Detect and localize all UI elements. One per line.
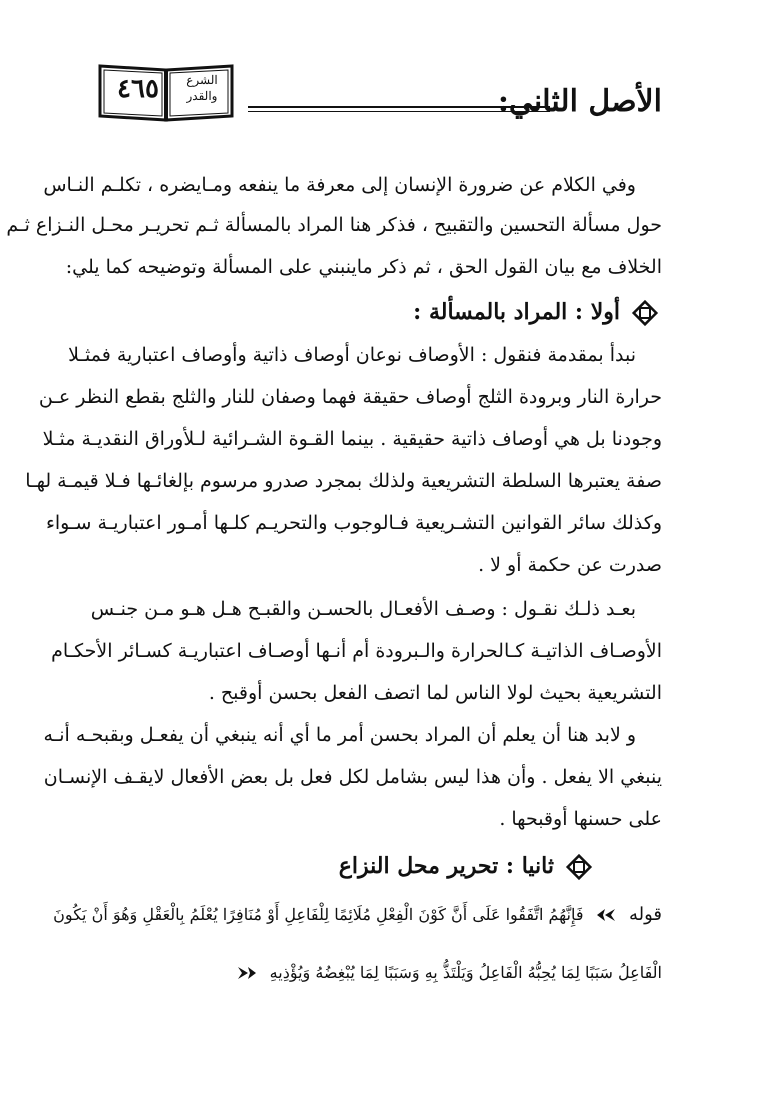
s1p1-line-3: وجودنا بل هي أوصاف ذاتية حقيقية . بينما القـوة الشـرائية لـلأوراق النقديـة مثـلا: [42, 428, 662, 450]
s1p1-line-6: صدرت عن حكمة أو لا .: [478, 554, 662, 576]
quote-close-bracket-icon: [236, 965, 258, 981]
s1p1-line-4: صفة يعتبرها السلطة التشريعية ولذلك بمجرد صدرو مرسوم بإلغائـها فـلا قيمـة لهـا: [25, 470, 662, 492]
book-title-line2: والقدر: [186, 89, 218, 103]
section1-heading-text: أولا : المراد بالمسألة :: [413, 299, 620, 325]
section2-heading-text: ثانيا : تحرير محل النزاع: [338, 853, 554, 879]
ornament-diamond-icon: [630, 298, 660, 328]
s1p2-line-3: التشريعية بحيث لولا الناس لما اتصف الفعل بحسن أوقبح .: [208, 682, 662, 704]
s1p1-line-2: حرارة النار وبرودة الثلج أوصاف حقيقة فهما وصفان للنار والثلج بقطع النظر عـن: [38, 386, 662, 408]
intro-line-3: الخلاف مع بيان القول الحق ، ثم ذكر ماينبني على المسألة وتوضيحه كما يلي:: [65, 256, 662, 278]
book-title: [176, 72, 228, 104]
book-page-badge: [96, 62, 236, 124]
s1p1-line-1: نبدأ بمقدمة فنقول : الأوصاف نوعان أوصاف ذاتية وأوصاف اعتبارية فمثـلا: [68, 344, 636, 366]
page-number: ٤٦٥: [117, 74, 159, 104]
quote-line-1: [53, 904, 662, 925]
s1p2-line-2: الأوصـاف الذاتيـة كـالحرارة والـبرودة أم أنـها أوصـاف اعتباريـة كسـائر الأحكـام: [51, 640, 662, 662]
quote-line-2: [230, 962, 662, 983]
section1-heading: [413, 298, 660, 328]
s1p2-line-1: بعـد ذلـك نقـول : وصـف الأفعـال بالحسـن والقبـح هـل هـو مـن جنـس: [90, 598, 636, 620]
intro-line-2: حول مسألة التحسين والتقبيح ، فذكر هنا المراد بالمسألة ثـم تحريـر محـل النـزاع ثـم: [6, 214, 662, 236]
s1p3-line-3: على حسنها أوقبحها .: [499, 808, 662, 830]
quote-text-2: الْفَاعِلُ سَبَبًا لِمَا يُحِبُّهُ الْفَاعِلُ وَيَلْتَذُّ بِهِ وَسَبَبًا لِمَا يُبْغِضُهُ وَيُؤْذِيهِ: [269, 963, 662, 982]
section2-heading: [339, 852, 594, 882]
s1p1-line-5: وكذلك سائر القوانين التشـريعية فـالوجوب والتحريـم كلـها أمـور اعتباريـة سـواء: [45, 512, 662, 534]
s1p3-line-2: ينبغي الا يفعل . وأن هذا ليس بشامل لكل فعل بل بعض الأفعال لايقـف الإنسـان: [43, 766, 662, 788]
quote-text-1: فَإِنَّهُمُ اتَّفَقُوا عَلَى أَنَّ كَوْنَ الْفِعْلِ مُلَائِمًا لِلْفَاعِلِ أَوْ مُنَافِرًا يُعْلَمُ بِالْعَقْلِ وَهُوَ أَنْ يَكُونَ: [53, 905, 584, 924]
ornament-diamond-icon: [564, 852, 594, 882]
chapter-title: الأصل الثاني:: [497, 84, 662, 119]
s1p3-line-1: و لابد هنا أن يعلم أن المراد بحسن أمر ما أي أنه ينبغي أن يفعـل وبقبحـه أنـه: [43, 724, 636, 746]
quote-open-bracket-icon: [595, 907, 617, 923]
book-title-line1: الشرع: [186, 73, 218, 87]
quote-intro: قوله: [628, 904, 662, 925]
intro-line-1: وفي الكلام عن ضرورة الإنسان إلى معرفة ما ينفعه ومـايضره ، تكلـم النـاس: [43, 174, 636, 196]
